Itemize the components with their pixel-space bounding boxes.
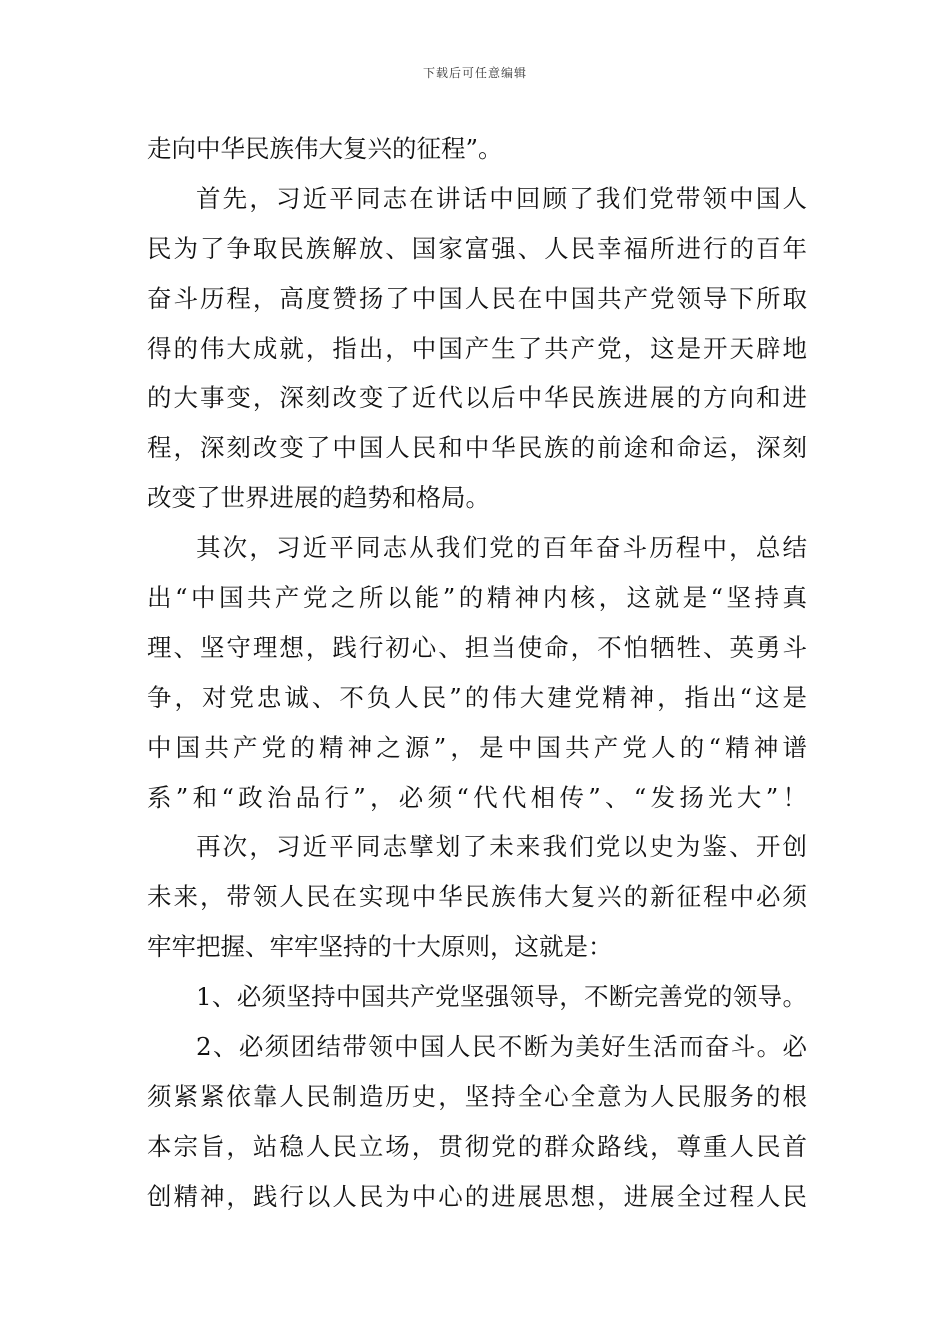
page-header: 下载后可任意编辑 (422, 66, 527, 80)
text-line: 2、必须团结带领中国人民不断为美好生活而奋斗。必 (196, 1032, 807, 1062)
text-line: 其次，习近平同志从我们党的百年奋斗历程中，总结 (196, 533, 807, 563)
text-line: 本宗旨，站稳人民立场，贯彻党的群众路线，尊重人民首 (147, 1131, 807, 1161)
text-line: 走向中华民族伟大复兴的征程”。 (147, 134, 503, 163)
text-line: 程，深刻改变了中国人民和中华民族的前途和命运，深刻 (147, 433, 807, 463)
text-line: 得的伟大成就，指出，中国产生了共产党，这是开天辟地 (147, 333, 807, 363)
text-line: 争，对党忠诚、不负人民”的伟大建党精神，指出“这是 (147, 682, 807, 712)
document-body (147, 124, 807, 1222)
text-line: 的大事变，深刻改变了近代以后中华民族进展的方向和进 (147, 383, 807, 413)
text-line: 首先，习近平同志在讲话中回顾了我们党带领中国人 (196, 183, 807, 213)
text-line: 1、必须坚持中国共产党坚强领导，不断完善党的领导。 (196, 982, 807, 1012)
text-line: 牢牢把握、牢牢坚持的十大原则，这就是： (147, 932, 613, 962)
text-line: 理、坚守理想，践行初心、担当使命，不怕牺牲、英勇斗 (147, 632, 807, 662)
text-line: 创精神，践行以人民为中心的进展思想，进展全过程人民 (147, 1181, 807, 1211)
text-line: 奋斗历程，高度赞扬了中国人民在中国共产党领导下所取 (147, 283, 807, 313)
text-line: 中国共产党的精神之源”，是中国共产党人的“精神谱 (147, 732, 807, 762)
text-line: 须紧紧依靠人民制造历史，坚持全心全意为人民服务的根 (147, 1081, 807, 1111)
text-line: 改变了世界进展的趋势和格局。 (147, 483, 490, 513)
text-line: 未来，带领人民在实现中华民族伟大复兴的新征程中必须 (147, 882, 807, 912)
text-line: 系”和“政治品行”，必须“代代相传”、“发扬光大”！ (147, 782, 807, 812)
text-line: 民为了争取民族解放、国家富强、人民幸福所进行的百年 (147, 233, 807, 263)
text-line: 出“中国共产党之所以能”的精神内核，这就是“坚持真 (147, 583, 807, 613)
text-line: 再次，习近平同志擘划了未来我们党以史为鉴、开创 (196, 832, 807, 862)
